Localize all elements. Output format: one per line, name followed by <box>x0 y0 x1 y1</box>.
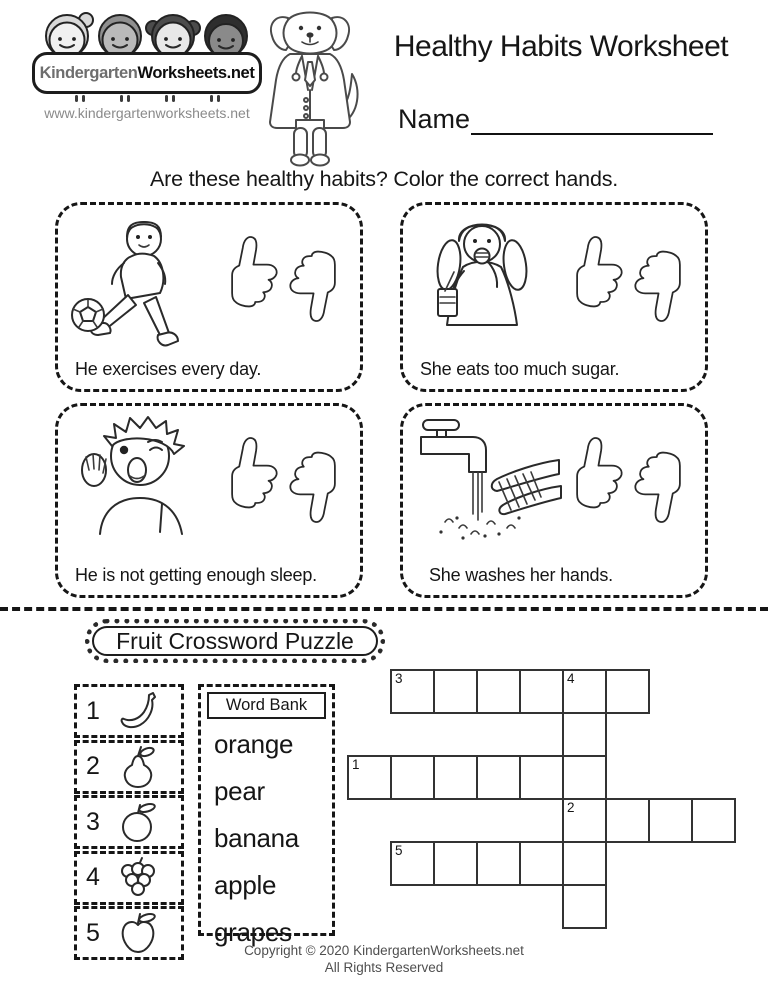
copyright-line: Copyright © 2020 KindergartenWorksheets.net <box>244 943 524 958</box>
word-bank-word: apple <box>214 870 277 900</box>
clue-row-grapes <box>74 851 184 905</box>
logo-feet-decoration <box>57 95 237 103</box>
thumbs-up-icon[interactable] <box>217 231 281 309</box>
crossword-cell-number: 4 <box>567 671 575 686</box>
habit-panel-sugar <box>400 202 708 392</box>
word-bank-word: pear <box>214 776 265 806</box>
crossword-cell[interactable] <box>433 755 478 800</box>
name-field-row <box>398 104 713 135</box>
thumbs-up-icon[interactable] <box>562 432 626 510</box>
crossword-cell-number: 1 <box>352 757 360 772</box>
logo-sign <box>32 52 262 94</box>
crossword-cell[interactable] <box>347 755 392 800</box>
word-bank-word: grapes <box>214 917 292 947</box>
habit-panel-exercise <box>55 202 363 392</box>
crossword-cell[interactable] <box>433 841 478 886</box>
thumb-choice-group <box>562 231 695 327</box>
crossword-cell[interactable] <box>519 669 564 714</box>
crossword-cell[interactable] <box>691 798 736 843</box>
crossword-cell[interactable] <box>648 798 693 843</box>
crossword-cell-number: 3 <box>395 671 403 686</box>
crossword-heading: Fruit Crossword Puzzle <box>92 626 378 656</box>
instruction-text: Are these healthy habits? Color the correct hands. <box>149 167 619 191</box>
section-divider <box>0 607 768 611</box>
panel-caption: She washes her hands. <box>429 565 613 585</box>
crossword-cell[interactable] <box>562 669 607 714</box>
clue-number: 2 <box>86 752 100 780</box>
thumbs-down-icon[interactable] <box>631 249 695 327</box>
crossword-cell[interactable] <box>476 841 521 886</box>
boy-yawning-illustration <box>66 412 216 567</box>
word-bank-words <box>201 719 332 948</box>
clue-number: 1 <box>86 696 100 725</box>
washing-hands-illustration <box>411 412 571 567</box>
kid-girl-ponytail <box>46 13 93 58</box>
dog-doctor-icon <box>258 4 362 170</box>
crossword-cell[interactable] <box>519 755 564 800</box>
word-bank-word: banana <box>214 823 299 853</box>
site-logo <box>32 12 262 121</box>
clue-number: 4 <box>86 863 100 891</box>
clue-row-orange <box>74 795 184 849</box>
crossword-cell[interactable] <box>562 884 607 929</box>
thumbs-up-icon[interactable] <box>217 432 281 510</box>
word-bank <box>198 684 335 947</box>
panel-caption: He is not getting enough sleep. <box>75 565 317 585</box>
crossword-cell[interactable] <box>562 755 607 800</box>
thumbs-up-icon[interactable] <box>562 231 626 309</box>
crossword-heading-badge <box>85 619 385 663</box>
word-bank-title: Word Bank <box>207 692 326 719</box>
crossword-cell[interactable] <box>476 755 521 800</box>
clue-number: 3 <box>86 807 100 836</box>
crossword-cell[interactable] <box>562 712 607 757</box>
word-bank-word: orange <box>214 729 294 759</box>
clue-number: 5 <box>86 918 100 947</box>
thumb-choice-group <box>217 432 350 528</box>
name-input-line[interactable] <box>471 104 713 135</box>
crossword-cell-number: 2 <box>567 800 575 815</box>
name-label: Name <box>398 104 471 134</box>
grapes-icon <box>116 855 160 901</box>
crossword-cell[interactable] <box>433 669 478 714</box>
habit-panel-sleep <box>55 403 363 598</box>
clue-row-banana <box>74 684 184 738</box>
rights-line: All Rights Reserved <box>324 960 444 975</box>
girl-eating-sweets-illustration <box>411 211 561 361</box>
crossword-cell[interactable] <box>390 669 435 714</box>
boy-kicking-soccer-ball-illustration <box>66 211 216 361</box>
thumbs-down-icon[interactable] <box>631 450 695 528</box>
crossword-cell[interactable] <box>562 798 607 843</box>
copyright-footer <box>0 942 768 976</box>
crossword-cell[interactable] <box>390 841 435 886</box>
crossword-cell[interactable] <box>476 669 521 714</box>
crossword-clue-list <box>74 684 184 962</box>
thumb-choice-group <box>217 231 350 327</box>
logo-url: www.kindergartenworksheets.net <box>44 105 250 121</box>
banana-icon <box>116 689 160 733</box>
thumb-choice-group <box>562 432 695 528</box>
clue-row-pear <box>74 740 184 794</box>
crossword-cell[interactable] <box>562 841 607 886</box>
crossword-grid <box>347 669 743 931</box>
logo-text-bold: Worksheets.net <box>137 63 255 82</box>
pear-icon <box>116 744 160 790</box>
page-title: Healthy Habits Worksheet <box>393 30 729 63</box>
crossword-cell[interactable] <box>605 669 650 714</box>
crossword-cell-number: 5 <box>395 843 403 858</box>
orange-icon <box>116 800 160 844</box>
panel-caption: He exercises every day. <box>75 359 262 379</box>
habit-panel-washing-hands <box>400 403 708 598</box>
thumbs-down-icon[interactable] <box>286 249 350 327</box>
thumbs-down-icon[interactable] <box>286 450 350 528</box>
crossword-cell[interactable] <box>519 841 564 886</box>
crossword-cell[interactable] <box>390 755 435 800</box>
habit-panels <box>55 202 715 600</box>
crossword-cell[interactable] <box>605 798 650 843</box>
panel-caption: She eats too much sugar. <box>420 359 620 379</box>
logo-text-light: Kindergarten <box>39 63 138 82</box>
